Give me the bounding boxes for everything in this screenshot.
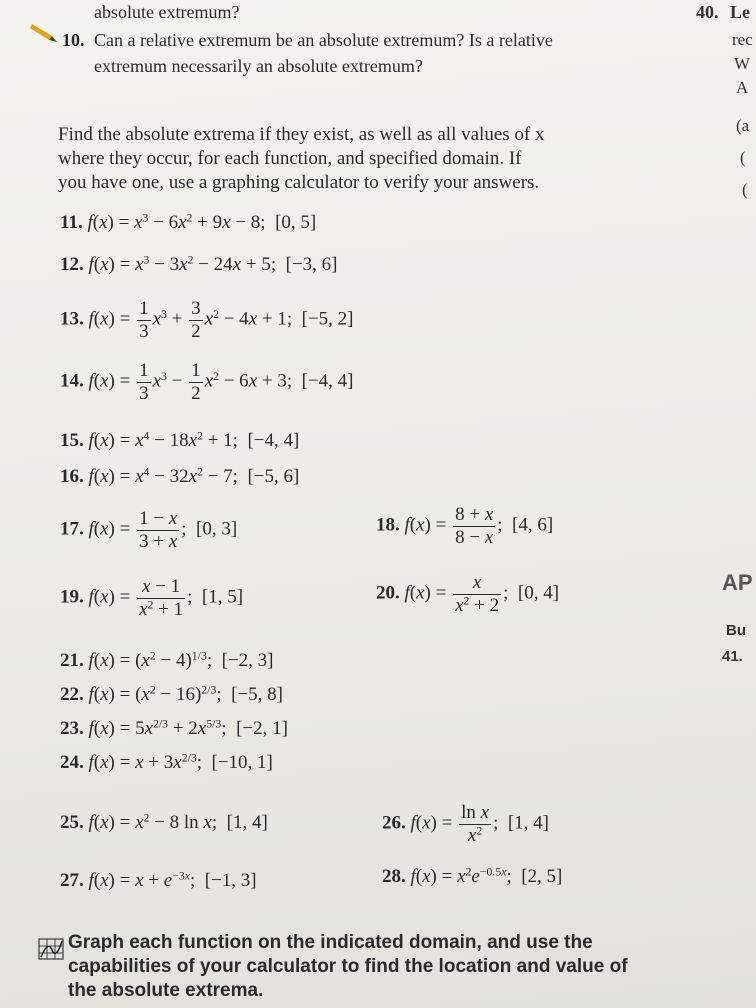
right-pa: (a xyxy=(736,116,750,135)
domain-11: [0, 5] xyxy=(275,212,317,233)
right-ap: AP xyxy=(722,570,753,595)
graph-icon xyxy=(38,938,64,960)
domain-15: [−4, 4] xyxy=(247,430,300,451)
right-pb: ( xyxy=(740,148,746,167)
domain-16: [−5, 6] xyxy=(247,466,300,487)
domain-22: [−5, 8] xyxy=(231,684,283,705)
domain-13: [−5, 2] xyxy=(301,308,354,330)
right-rec: rec xyxy=(732,30,753,49)
q10-number: 10. xyxy=(62,30,85,50)
domain-20: [0, 4] xyxy=(517,582,560,604)
problem-14: 14. f(x) = $\frac{1}{3}$ $x^3$ − $\frac{1}{2}$ $x^2 - 6x + 3$; [−4, 4] xyxy=(60,360,354,404)
right-pc: ( xyxy=(742,180,748,199)
q10-line2: extremum necessarily an absolute extremum? xyxy=(94,56,423,76)
domain-25: [1, 4] xyxy=(226,812,268,833)
problem-26: 26. f(x) = $\frac{\text{ln x}}{x^2}$ ; [1, 4] xyxy=(382,802,549,846)
domain-23: [−2, 1] xyxy=(236,718,288,739)
footer-line1: Graph each function on the indicated domain, and use the xyxy=(68,932,593,953)
problem-24: 24. $f(x) = x + 3x^{2/3}$; [−10, 1] xyxy=(60,751,273,773)
domain-18: [4, 6] xyxy=(512,514,554,536)
problem-19: 19. f(x) = $\frac{x - 1}{x^2 + 1}$ ; [1, 5] xyxy=(60,576,244,620)
problem-12: 12. $f(x) = x^3 - 3x^2 - 24x + 5$; [−3, 6] xyxy=(60,253,338,275)
problem-21: 21. $f(x) = (x^2 - 4)^{1/3}$; [−2, 3] xyxy=(60,649,274,671)
instructions-line1: Find the absolute extrema if they exist, as well as all values of x xyxy=(58,124,545,145)
domain-27: [−1, 3] xyxy=(204,870,257,891)
problem-17: 17. f(x) = $\frac{1 - x}{3 + x}$ ; [0, 3] xyxy=(60,508,238,552)
header-line0: absolute extremum? xyxy=(94,2,240,22)
right-q40: 40. xyxy=(696,2,719,22)
problem-15: 15. $f(x) = x^4 - 18x^2 + 1$; [−4, 4] xyxy=(60,429,300,451)
right-w: W xyxy=(734,54,751,73)
pencil-icon xyxy=(30,22,58,44)
domain-19: [1, 5] xyxy=(201,586,244,608)
problem-25: 25. $f(x) = x^2 - 8$ ln x; [1, 4] xyxy=(60,811,268,833)
domain-17: [0, 3] xyxy=(196,518,238,540)
domain-24: [−10, 1] xyxy=(211,752,273,773)
problem-16: 16. $f(x) = x^4 - 32x^2 - 7$; [−5, 6] xyxy=(60,465,300,487)
problem-20: 20. f(x) = $\frac{x}{x^2 + 2}$ ; [0, 4] xyxy=(376,572,560,616)
footer-line3: the absolute extrema. xyxy=(68,980,264,1001)
domain-28: [2, 5] xyxy=(521,866,563,887)
q10-line1: Can a relative extremum be an absolute extremum? Is a relative xyxy=(94,30,553,50)
problem-13: 13. f(x) = $\frac{1}{3}$ $x^3$ + $\frac{3}{2}$ $x^2 - 4x + 1$; [−5, 2] xyxy=(60,298,354,342)
instructions-line3: you have one, use a graphing calculator to verify your answers. xyxy=(58,172,540,193)
instructions-line2: where they occur, for each function, and specified domain. If xyxy=(58,148,522,169)
problem-28: 28. $f(x) = x^2e^{-0.5x}$; [2, 5] xyxy=(382,865,563,887)
right-bu: Bu xyxy=(726,622,746,639)
right-le: Le xyxy=(730,2,750,22)
right-a: A xyxy=(736,78,749,97)
right-q41: 41. xyxy=(722,648,743,665)
problem-11: 11. $f(x) = x^3 - 6x^2 + 9x - 8$; [0, 5] xyxy=(60,211,317,233)
domain-21: [−2, 3] xyxy=(221,650,274,671)
domain-14: [−4, 4] xyxy=(301,370,354,392)
footer-line2: capabilities of your calculator to find the location and value of xyxy=(68,956,628,977)
problem-22: 22. $f(x) = (x^2 - 16)^{2/3}$; [−5, 8] xyxy=(60,683,283,705)
domain-26: [1, 4] xyxy=(507,812,549,834)
problem-18: 18. f(x) = $\frac{8 + x}{8 - x}$ ; [4, 6] xyxy=(376,504,554,548)
domain-12: [−3, 6] xyxy=(285,254,338,275)
problem-23: 23. $f(x) = 5x^{2/3} + 2x^{5/3}$; [−2, 1] xyxy=(60,717,288,739)
problem-27: 27. $f(x) = x + e^{-3x}$; [−1, 3] xyxy=(60,869,257,891)
